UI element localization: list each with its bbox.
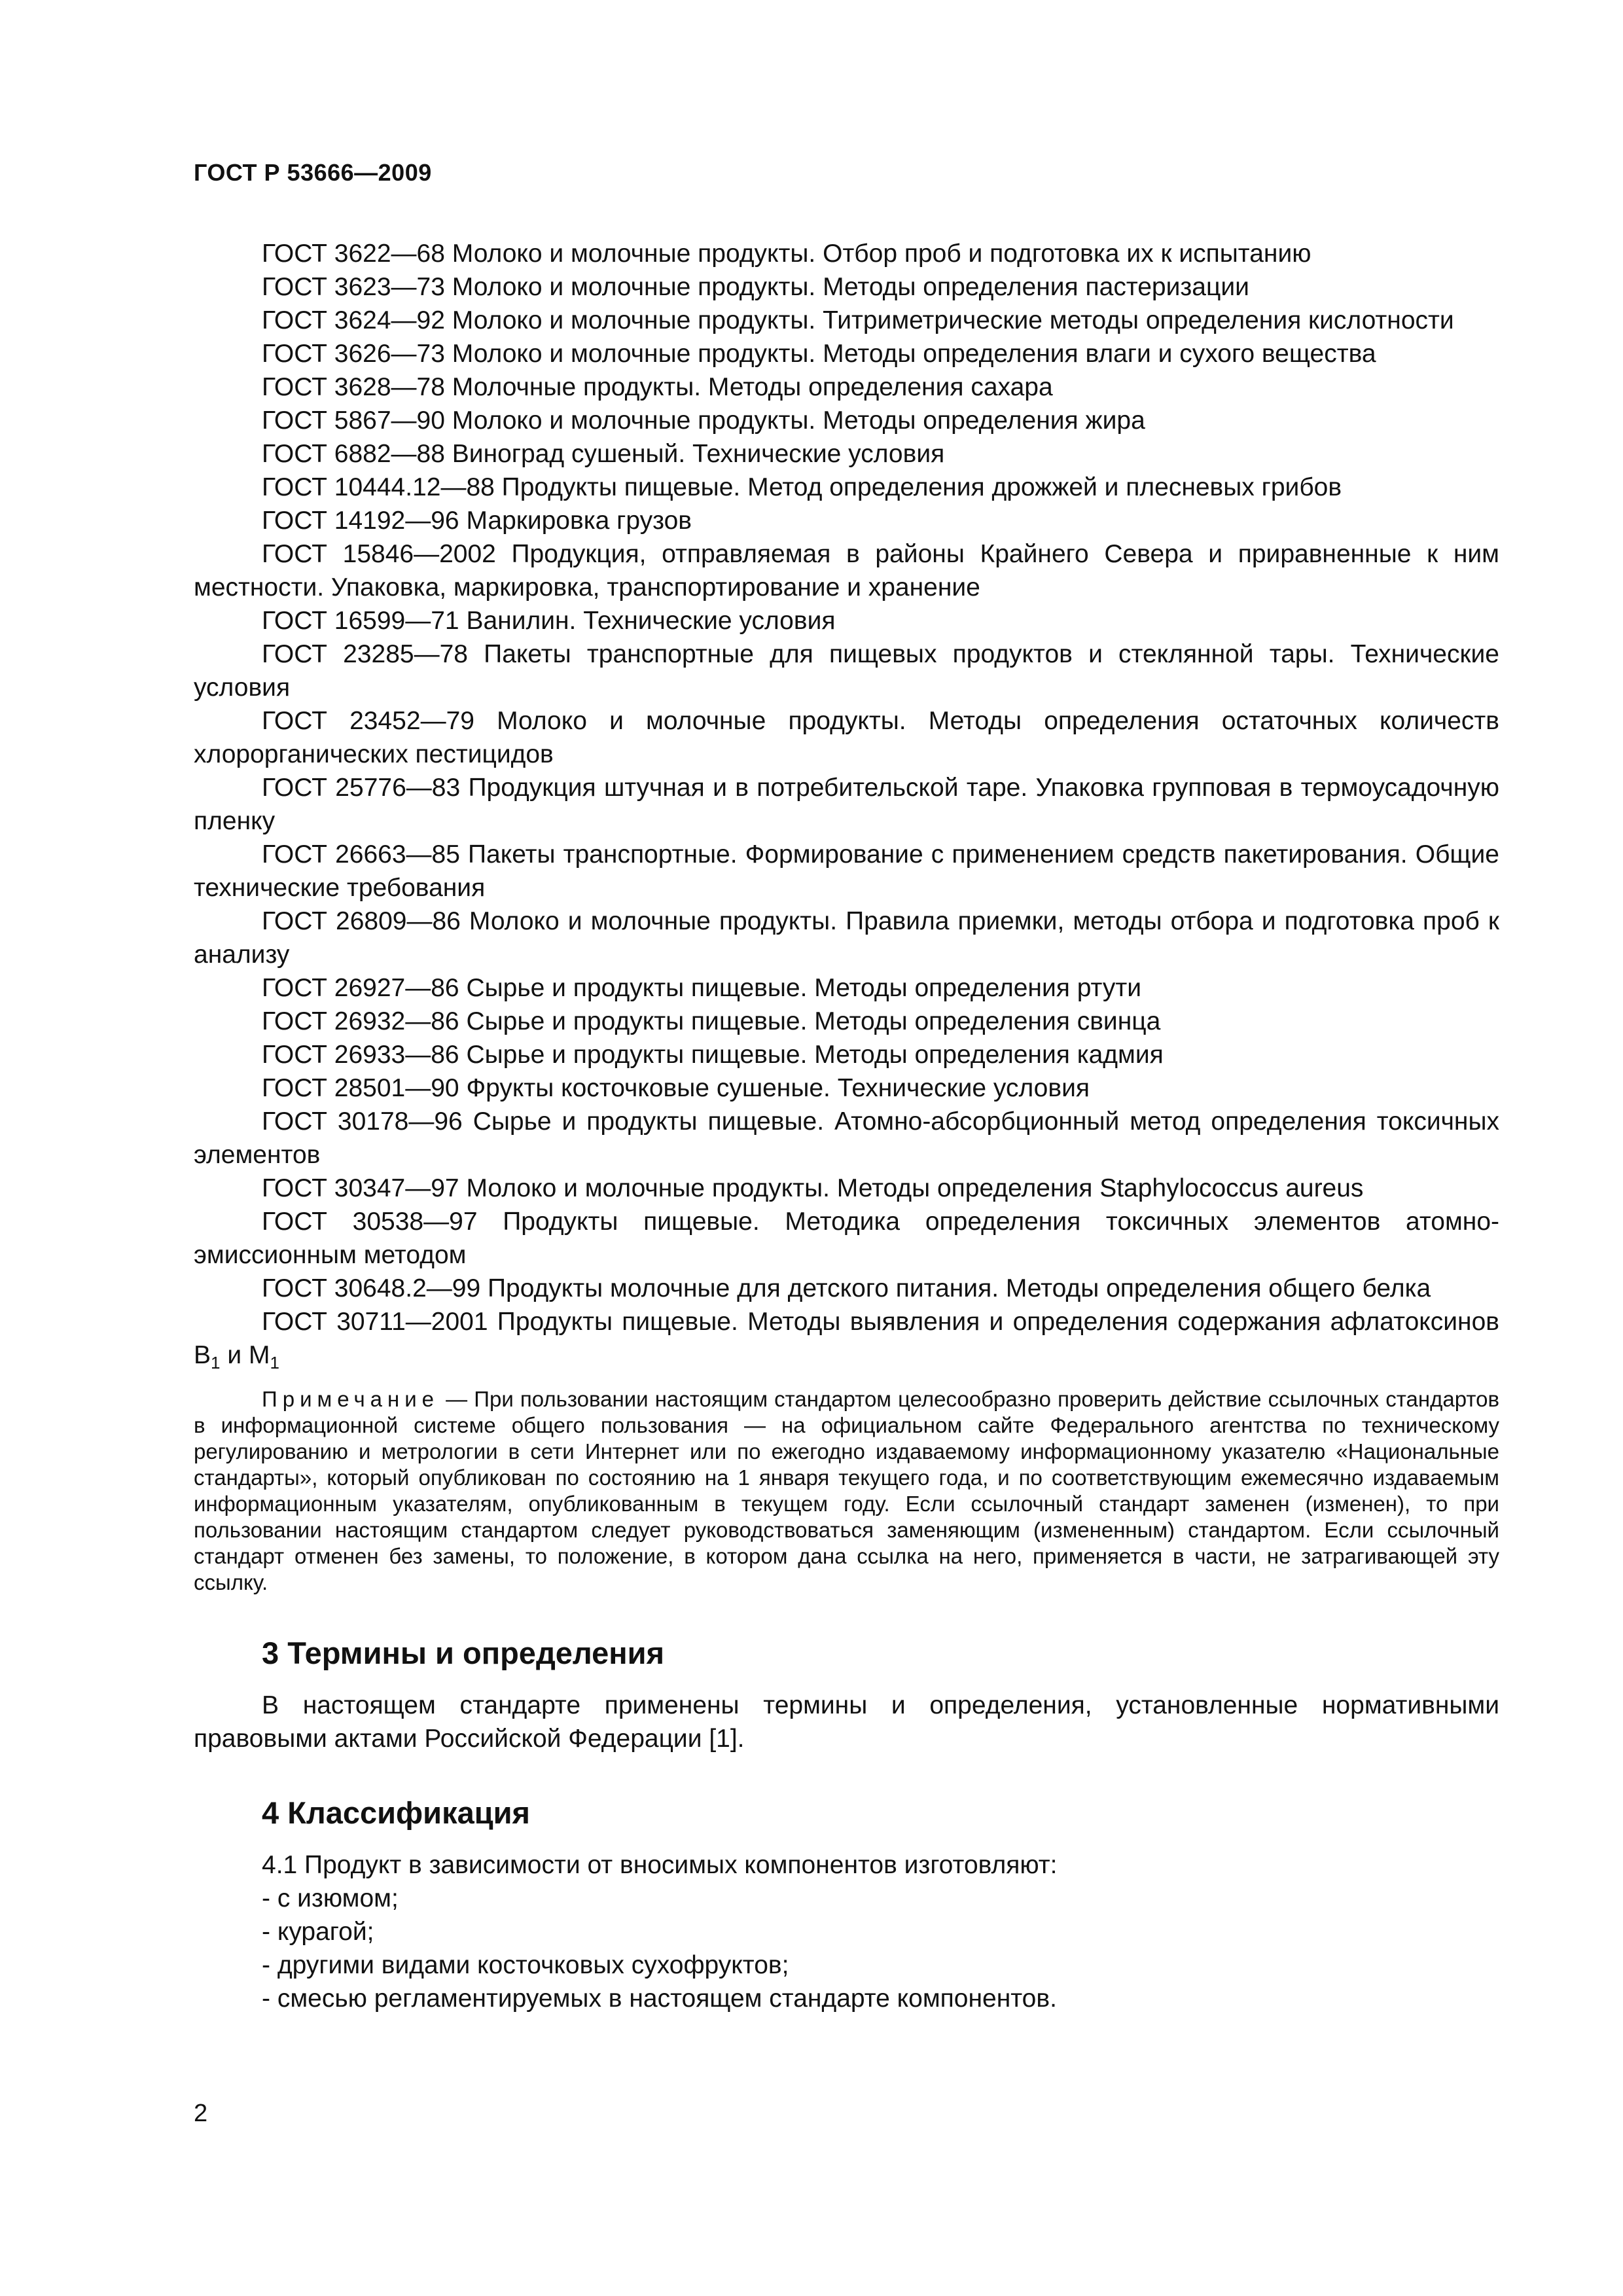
document-header: ГОСТ Р 53666—2009 [194, 159, 432, 186]
reference-item: ГОСТ 3624—92 Молоко и молочные продукты. Титриметрические методы определения кислотности [262, 306, 1454, 334]
list-item: - с изюмом; [262, 1884, 399, 1912]
page-number: 2 [194, 2100, 208, 2127]
reference-item: ГОСТ 26663—85 Пакеты транспортные. Формирование с применением средств пакетирования. Общие технические требования [194, 840, 1499, 902]
document-body [194, 237, 1499, 2015]
list-item: - смесью регламентируемых в настоящем стандарте компонентов. [262, 1984, 1057, 2013]
reference-item: ГОСТ 5867—90 Молоко и молочные продукты. Методы определения жира [262, 406, 1145, 435]
reference-item: ГОСТ 30347—97 Молоко и молочные продукты. Методы определения Staphylococcus aureus [262, 1174, 1364, 1202]
reference-item: ГОСТ 15846—2002 Продукция, отправляемая в районы Крайнего Севера и приравненные к ним местности. Упаковка, маркировка, транспортирование и хранение [194, 540, 1499, 601]
reference-item: ГОСТ 28501—90 Фрукты косточковые сушеные. Технические условия [262, 1074, 1090, 1102]
reference-item-last [194, 1305, 1499, 1372]
reference-item: ГОСТ 30538—97 Продукты пищевые. Методика определения токсичных элементов атомно-эмиссионным методом [194, 1208, 1499, 1269]
reference-item: ГОСТ 3626—73 Молоко и молочные продукты. Методы определения влаги и сухого вещества [262, 340, 1376, 368]
reference-text: ГОСТ 30711—2001 Продукты пищевые. Методы выявления и определения содержания афлатоксинов B [194, 1308, 1499, 1369]
reference-item: ГОСТ 26932—86 Сырье и продукты пищевые. Методы определения свинца [262, 1007, 1161, 1035]
note-text: — При пользовании настоящим стандартом целесообразно проверить действие ссылочных стандартов в информационной системе общего пользования — на официальном сайте Федерального агентства по техническому регулированию и метрологии в сети Интернет или по ежегодно издаваемому информационному указателю «Национальные стандарты», который опубликован по состоянию на 1 января текущего года, и по соответствующим ежемесячно издаваемым информационным указателям, опубликованным в текущем году. Если ссылочный стандарт заменен (изменен), то при пользовании настоящим стандартом следует руководствоваться заменяющим (измененным) стандартом. Если ссылочный стандарт отменен без замены, то положение, в котором дана ссылка на него, применяется в части, не затрагивающей эту ссылку. [194, 1387, 1499, 1594]
reference-item: ГОСТ 3628—78 Молочные продукты. Методы определения сахара [262, 373, 1053, 401]
section-3-text: В настоящем стандарте применены термины и определения, установленные нормативными правовыми актами Российской Федерации [1]. [194, 1691, 1499, 1753]
reference-item: ГОСТ 30178—96 Сырье и продукты пищевые. Атомно-абсорбционный метод определения токсичных элементов [194, 1107, 1499, 1169]
reference-item: ГОСТ 14192—96 Маркировка грузов [262, 507, 692, 535]
reference-item: ГОСТ 26927—86 Сырье и продукты пищевые. Методы определения ртути [262, 974, 1141, 1002]
normative-references-list [194, 237, 1499, 1372]
reference-text: и M [220, 1341, 270, 1369]
section-3-title: 3 Термины и определения [262, 1636, 664, 1670]
list-item: - другими видами косточковых сухофруктов; [262, 1951, 789, 1979]
reference-item: ГОСТ 10444.12—88 Продукты пищевые. Метод определения дрожжей и плесневых грибов [262, 473, 1342, 501]
reference-item: ГОСТ 30648.2—99 Продукты молочные для детского питания. Методы определения общего белка [262, 1274, 1431, 1302]
reference-item: ГОСТ 6882—88 Виноград сушеный. Технические условия [262, 440, 945, 468]
reference-item: ГОСТ 26933—86 Сырье и продукты пищевые. Методы определения кадмия [262, 1041, 1164, 1069]
reference-item: ГОСТ 25776—83 Продукция штучная и в потребительской таре. Упаковка групповая в термоусадочную пленку [194, 774, 1499, 835]
note-label: Примечание [262, 1387, 440, 1411]
reference-item: ГОСТ 3623—73 Молоко и молочные продукты. Методы определения пастеризации [262, 273, 1249, 301]
section-4-intro: 4.1 Продукт в зависимости от вносимых компонентов изготовляют: [262, 1851, 1058, 1879]
subscript: 1 [211, 1353, 221, 1372]
note-block [194, 1386, 1499, 1596]
reference-item: ГОСТ 23452—79 Молоко и молочные продукты. Методы определения остаточных количеств хлорорганических пестицидов [194, 707, 1499, 768]
subscript: 1 [270, 1353, 279, 1372]
reference-item: ГОСТ 23285—78 Пакеты транспортные для пищевых продуктов и стеклянной тары. Технические условия [194, 640, 1499, 702]
reference-item: ГОСТ 26809—86 Молоко и молочные продукты. Правила приемки, методы отбора и подготовка проб к анализу [194, 907, 1499, 969]
reference-item: ГОСТ 16599—71 Ванилин. Технические условия [262, 607, 836, 635]
list-item: - курагой; [262, 1918, 374, 1946]
reference-item: ГОСТ 3622—68 Молоко и молочные продукты. Отбор проб и подготовка их к испытанию [262, 240, 1311, 268]
section-4-title: 4 Классификация [262, 1795, 530, 1830]
